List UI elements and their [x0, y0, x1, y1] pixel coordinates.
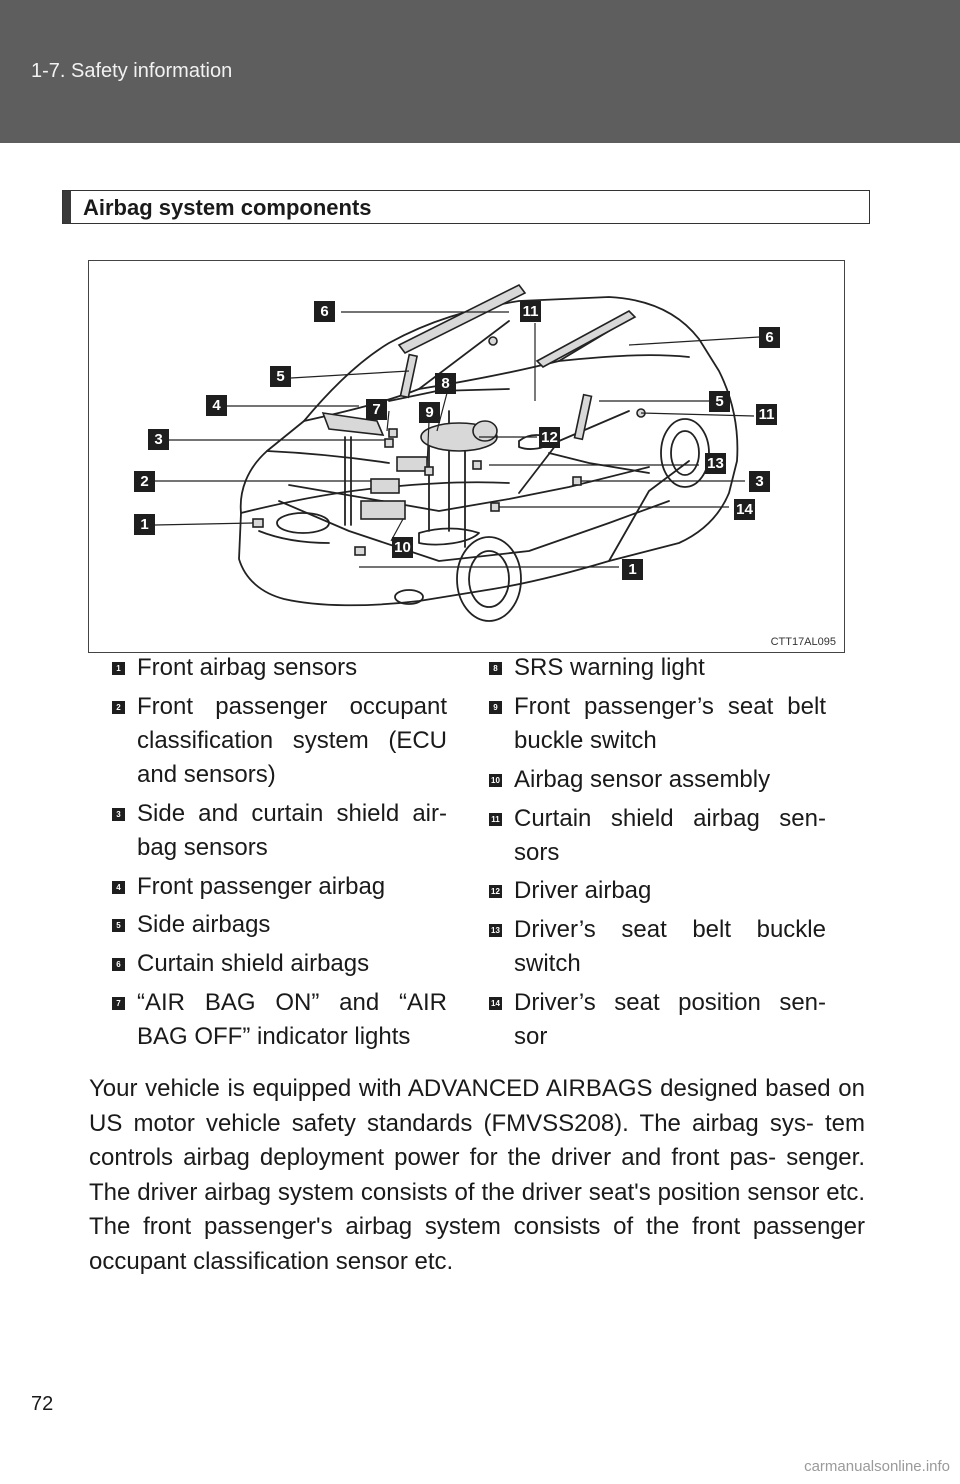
legend-number-badge: 9 — [489, 701, 502, 714]
callout-14: 14 — [734, 499, 755, 520]
callout-2: 2 — [134, 471, 155, 492]
callout-11-right: 11 — [756, 404, 777, 425]
airbag-components-diagram — [88, 260, 845, 653]
watermark: carmanualsonline.info — [804, 1458, 950, 1475]
legend-text: “AIR BAG ON” and “AIR BAG OFF” indicator lights — [137, 989, 447, 1050]
callout-11-top: 11 — [520, 301, 541, 322]
legend-text: SRS warning light — [514, 654, 705, 681]
callout-3-left: 3 — [148, 429, 169, 450]
car-illustration — [89, 261, 845, 653]
legend-text: Side airbags — [137, 911, 271, 938]
legend-text: Driver’s seat position sen- sor — [514, 989, 826, 1050]
legend-text: Front passenger occupant classification system (ECU and sensors) — [137, 693, 447, 788]
legend-text: Curtain shield airbags — [137, 950, 370, 977]
legend-number-badge: 13 — [489, 924, 502, 937]
legend-text: Side and curtain shield air- bag sensors — [137, 800, 447, 861]
legend-text: Curtain shield airbag sen- sors — [514, 805, 826, 866]
legend-number-badge: 4 — [112, 881, 125, 894]
header-title: 1-7. Safety information — [31, 60, 233, 82]
legend-text: Driver airbag — [514, 877, 652, 904]
callout-9: 9 — [419, 402, 440, 423]
callout-7: 7 — [366, 399, 387, 420]
legend-number-badge: 11 — [489, 813, 502, 826]
legend-text: Airbag sensor assembly — [514, 766, 771, 793]
legend-text: Driver’s seat belt buckle switch — [514, 916, 826, 977]
page-header — [0, 0, 960, 143]
legend-number-badge: 7 — [112, 997, 125, 1010]
callout-6-right: 6 — [759, 327, 780, 348]
section-heading — [62, 190, 870, 224]
callout-1-left: 1 — [134, 514, 155, 535]
callout-1-bottom: 1 — [622, 559, 643, 580]
legend-number-badge: 10 — [489, 774, 502, 787]
legend-text: Front passenger airbag — [137, 873, 386, 900]
legend-number-badge: 14 — [489, 997, 502, 1010]
section-title: Airbag system components — [83, 195, 372, 220]
legend-text: Front passenger’s seat belt buckle switch — [514, 693, 826, 754]
page-number: 72 — [31, 1393, 54, 1415]
callout-6-left: 6 — [314, 301, 335, 322]
legend-number-badge: 2 — [112, 701, 125, 714]
callout-5-right: 5 — [709, 391, 730, 412]
callout-4: 4 — [206, 395, 227, 416]
legend-number-badge: 3 — [112, 808, 125, 821]
legend-text: Front airbag sensors — [137, 654, 358, 681]
legend-number-badge: 6 — [112, 958, 125, 971]
section-heading-bar — [63, 191, 71, 223]
callout-8: 8 — [435, 373, 456, 394]
callout-12: 12 — [539, 427, 560, 448]
legend-number-badge: 1 — [112, 662, 125, 675]
legend-number-badge: 12 — [489, 885, 502, 898]
legend-number-badge: 5 — [112, 919, 125, 932]
body-paragraph: Your vehicle is equipped with ADVANCED AIRBAGS designed based on US motor vehicle safety standards (FMVSS208). The airbag sys- tem controls airbag deployment power for the driver and front pas- senger. The driver airbag system consists of the driver seat's position sensor etc. The front passenger's airbag system consists of the front passenger occupant classification sensor etc. — [89, 1075, 865, 1275]
legend-number-badge: 8 — [489, 662, 502, 675]
callout-3-right: 3 — [749, 471, 770, 492]
callout-13: 13 — [705, 453, 726, 474]
figure-code: CTT17AL095 — [770, 636, 836, 648]
callout-5-left: 5 — [270, 366, 291, 387]
callout-10: 10 — [392, 537, 413, 558]
